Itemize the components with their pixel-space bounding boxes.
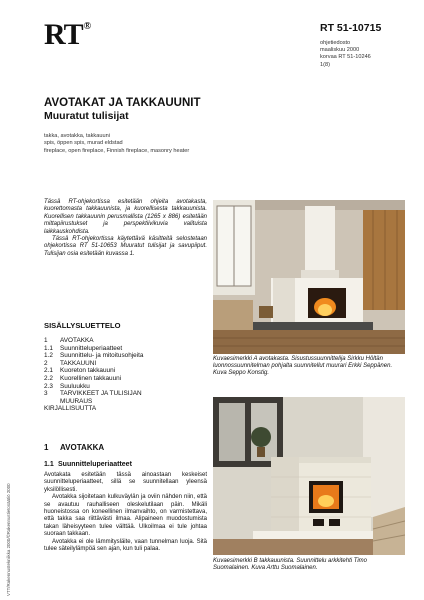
keywords-fi: takka, avotakka, takkauuni	[44, 133, 110, 139]
rt-logo	[44, 20, 90, 50]
toc-label: MUURAUS	[60, 397, 93, 405]
keywords	[44, 133, 189, 155]
body-paragraph: Avotakka sijoitetaan kulkuväylän ja oviin nähden niin, että se avautuu rauhalliseen oleskelutilaan päin. Mikäli huoneistossa on koneellinen ilmanvaihto, on varmistettava, että takka saa riittävästi ilmaa. Alipaineen muodostumista takan läheisyyteen tulee välttää. Ulkoilmaa ei tule johtaa suoraan takkaan.	[44, 494, 207, 538]
body-paragraph: Avotakata esitetään tässä ainoastaan keskeiset suunnitteluperiaatteet, sillä se suunnitellaan yleensä yksilöllisesti.	[44, 472, 207, 493]
toc-num	[44, 398, 60, 406]
toc-label: TAKKAUUNI	[60, 359, 97, 367]
page-title: AVOTAKAT JA TAKKAUUNIT	[44, 97, 201, 109]
toc-label: Suunnitteluperiaatteet	[60, 344, 123, 352]
toc-item	[44, 360, 143, 368]
toc-label: TARVIKKEET JA TULISIJAN	[60, 390, 142, 398]
toc-item	[44, 390, 143, 398]
document-code: RT 51-10715	[320, 22, 382, 34]
photo-masonry-heater	[213, 397, 405, 555]
body-text	[44, 472, 207, 553]
document-meta	[320, 40, 371, 69]
subsection-title: Suunnitteluperiaatteet	[58, 461, 132, 468]
toc-num: 1.1	[44, 344, 53, 352]
photo-caption-b: Kuvaesimerkki B takkauunista. Suunnittelu arkkitehti Timo Suomalainen. Kuva Arttu Suomalainen.	[213, 558, 368, 572]
keywords-sv: spis, öppen spis, murad eldstad	[44, 140, 123, 147]
toc-label: KIRJALLISUUTTA	[44, 405, 97, 413]
toc-item	[44, 345, 143, 353]
subsection-number: 1.1	[44, 461, 54, 468]
keywords-en: fireplace, open fireplace, Finnish fireplace, masonry heater	[44, 147, 190, 154]
section-title: AVOTAKKA	[60, 443, 105, 452]
page-subtitle: Muuratut tulisijat	[44, 110, 129, 122]
meta-replaces: korvaa RT 51-10246	[320, 54, 371, 61]
toc-num: 1.2	[44, 352, 53, 360]
registered-mark: ®	[83, 21, 91, 32]
photo-caption-a: Kuvaesimerkki A avotakasta. Sisustussuunnittelija Sirkku Höltän luonnossuunnitelman pohjalta suunnitellut muurari Erkki Seppänen. Kuva Seppo Konstig.	[213, 356, 393, 377]
section-number: 1	[44, 443, 49, 452]
side-credit: VTT/Rakennustekniikka 2000/©Rakennustietosäätiö 2000	[6, 483, 11, 596]
toc-num: 1	[44, 337, 48, 344]
meta-date: maaliskuu 2000	[320, 47, 360, 54]
toc-label: Kuorellinen takkauuni	[60, 374, 122, 382]
toc-item	[44, 398, 143, 406]
toc-item	[44, 405, 143, 413]
toc-num: 2.1	[44, 367, 53, 375]
toc-label: Suunnittelu- ja mitoitusohjeita	[60, 352, 144, 360]
toc-heading: SISÄLLYSLUETTELO	[44, 321, 121, 330]
intro-paragraph: Tässä RT-ohjekortissa esitetään ohjeita avotakasta, kuorettomasta takkauunista, ja kuorellisesta takkauunista. Kuorellisen takkauunin perusmallista (1265 x 886) esitetään mittapiirustukset ja perspektiivikuvia valituista laikkauskohdista.	[44, 199, 207, 235]
toc-item	[44, 383, 143, 391]
toc-label: Suuluukku	[60, 382, 90, 390]
toc-item	[44, 375, 143, 383]
photo-open-fireplace	[213, 200, 405, 354]
toc-item	[44, 352, 143, 360]
body-paragraph: Avotakka ei ole lämmitysläite, vaan tunnelman luoja. Sitä tulee säteilylämpöä sen ajan, kun tuli palaa.	[44, 538, 207, 553]
toc-item	[44, 367, 143, 375]
toc-num: 2.2	[44, 374, 53, 382]
intro-paragraph: Tässä RT-ohjekortissa käytettävä käsitteitä selostetaan ohjekortissa RT 51-10653 Muuratut tulisijat ja savupiiput. Tulisijan osia esitetään kuvassa 1.	[44, 236, 207, 257]
toc-num: 3	[44, 390, 48, 398]
logo-text: RT	[44, 18, 83, 51]
meta-type: ohjetiedosto	[320, 40, 351, 46]
section-heading	[44, 443, 104, 452]
intro-text	[44, 199, 207, 258]
toc-label: AVOTAKKA	[60, 337, 94, 344]
meta-page: 1(8)	[320, 61, 330, 68]
toc-num: 2.3	[44, 382, 53, 390]
table-of-contents	[44, 337, 143, 413]
toc-item	[44, 337, 143, 345]
toc-label: Kuoreton takkauuni	[60, 367, 116, 375]
toc-num: 2	[44, 359, 48, 367]
subsection-heading	[44, 461, 132, 468]
